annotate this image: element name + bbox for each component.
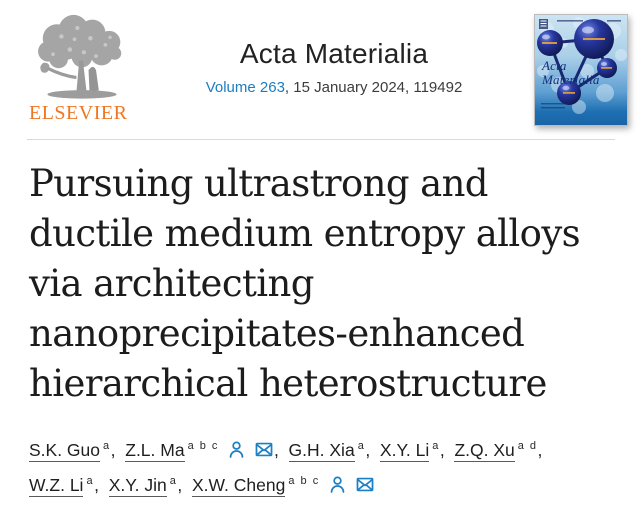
author-affiliation-sup: a [86,475,95,487]
author-entry [109,475,187,495]
journal-title[interactable]: Acta Materialia [239,38,429,69]
author-affiliation-sup: a b c [187,440,219,452]
mail-icon[interactable] [254,440,274,459]
author-list [29,434,610,504]
person-icon[interactable] [328,475,347,494]
author-entry [192,475,375,495]
author-separator: , [273,440,284,460]
author-affiliation-sup: a [103,440,111,452]
author-affiliation-sup: a [432,440,440,452]
author-separator: , [94,475,104,495]
author-separator: , [110,440,121,460]
author-affiliation-sup: a [357,440,366,452]
journal-cover-thumbnail[interactable] [534,14,628,126]
author-entry [289,440,376,460]
author-separator: , [177,475,188,495]
author-name[interactable]: Z.L. Ma [125,440,185,460]
author-name[interactable]: X.W. Cheng [191,475,286,495]
elsevier-wordmark: ELSEVIER [29,102,128,124]
author-entry [380,440,450,460]
author-name[interactable]: G.H. Xia [288,440,355,460]
author-entry [125,440,283,460]
author-affiliation-sup: a [169,475,178,487]
author-entry [454,440,547,460]
page-header [0,0,640,126]
author-affiliation-sup: a d [517,440,538,452]
volume-line [140,79,528,96]
issue-info: , 15 January 2024, 119492 [284,79,463,96]
volume-link[interactable]: Volume 263 [205,79,285,96]
person-icon[interactable] [227,440,246,459]
author-name[interactable]: X.Y. Jin [108,475,167,495]
author-entry [29,440,120,460]
author-entry [29,475,104,495]
author-separator: , [439,440,450,460]
author-separator: , [365,440,376,460]
author-separator: , [537,440,548,460]
author-name[interactable]: S.K. Guo [29,440,101,460]
elsevier-tree-icon [30,14,134,100]
author-name[interactable]: X.Y. Li [379,440,430,460]
author-name[interactable]: Z.Q. Xu [454,440,515,460]
author-name[interactable]: W.Z. Li [29,475,84,495]
header-divider [27,139,615,140]
author-affiliation-sup: a b c [288,475,320,487]
cover-journal-title: Acta Materialia [542,58,600,87]
elsevier-logo[interactable] [28,14,140,125]
journal-header [140,14,528,96]
article-title: Pursuing ultrastrong and ductile medium entropy alloys via architecting nanoprecipitates-enhanced hierarchical heterostructure [29,162,581,405]
mail-icon[interactable] [355,475,375,494]
